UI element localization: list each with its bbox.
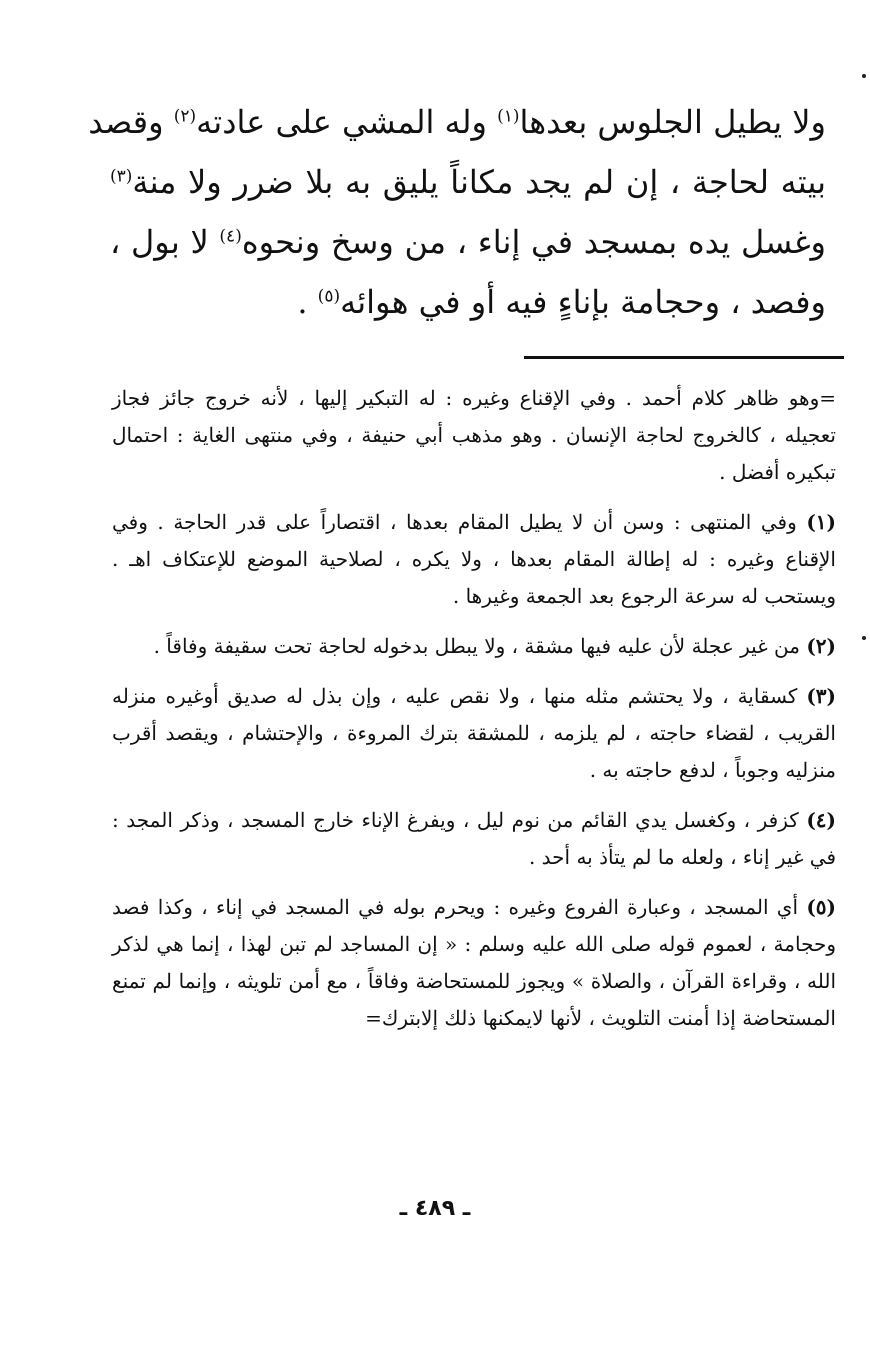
footnote-continuation-text: =وهو ظاهر كلام أحمد . وفي الإقناع وغيره : له التبكير إليها ، لأنه خروج جائز فجاز تعجيله ، كالخروج لحاجة الإنسان . وهو مذهب أبي حنيفة ، وفي منتهى الغاية : احتمال تبكيره أفضل . bbox=[112, 386, 836, 484]
footnote-4-text: كزفر ، وكغسل يدي القائم من نوم ليل ، ويفرغ الإناء خارج المسجد ، وذكر المجد : في غير إناء ، ولعله ما لم يتأذ به أحد . bbox=[112, 808, 836, 869]
main-line-4-text: وفصد ، وحجامة بإناءٍ فيه أو في هوائه bbox=[340, 283, 826, 321]
footnote-2 bbox=[112, 628, 836, 665]
footnote-5-text: أي المسجد ، وعبارة الفروع وغيره : ويحرم بوله في المسجد في إناء ، وكذا فصد وحجامة ، لعموم قوله صلى الله عليه وسلم : « إن المساجد لم تبن لهذا ، إنما هي لذكر الله ، وقراءة القرآن ، والصلاة » ويجوز للمستحاضة وفاقاً ، مع أمن تلويثه ، وإنما لم تمنع المستحاضة إذا أمنت التلويث ، لأنها لايمكنها ذلك إلابترك= bbox=[112, 895, 836, 1030]
footnote-1-text: وفي المنتهى : وسن أن لا يطيل المقام بعدها ، اقتصاراً على قدر الحاجة . وفي الإقناع وغيره : له إطالة المقام بعدها ، ولا يكره ، لصلاحية الموضع للإعتكاف اهـ . ويستحب له سرعة الرجوع بعد الجمعة وغيرها . bbox=[112, 510, 836, 608]
main-line-4-text-b: . bbox=[297, 283, 318, 321]
footnote-2-number: (٢) bbox=[806, 634, 836, 658]
main-line-1 bbox=[88, 92, 826, 152]
footnote-3 bbox=[112, 678, 836, 789]
main-line-1-text-b: وله المشي على عادته bbox=[196, 103, 498, 141]
footnotes-block bbox=[112, 380, 836, 1050]
main-line-2 bbox=[110, 152, 826, 212]
footnote-ref-5: (٥) bbox=[317, 286, 341, 307]
footnote-continuation bbox=[112, 380, 836, 491]
footnote-3-text: كسقاية ، ولا يحتشم مثله منها ، ولا نقص عليه ، وإن بذل له صديق أوغيره منزله القريب ، لقضاء حاجته ، لم يلزمه ، للمشقة بترك المروءة ، والإحتشام ، ويقصد أقرب منزليه وجوباً ، لدفع حاجته به . bbox=[112, 684, 836, 782]
footnote-2-text: من غير عجلة لأن عليه فيها مشقة ، ولا يبطل بدخوله لحاجة تحت سقيفة وفاقاً . bbox=[153, 634, 807, 658]
main-line-4 bbox=[110, 272, 826, 332]
main-line-3-text: وغسل يده بمسجد في إناء ، من وسخ ونحوه bbox=[241, 223, 827, 261]
main-line-1-text-c: وقصد bbox=[88, 103, 174, 141]
footnote-4-number: (٤) bbox=[806, 808, 836, 832]
footnote-4 bbox=[112, 802, 836, 876]
footnote-divider bbox=[524, 356, 844, 359]
footnote-ref-2: (٢) bbox=[173, 106, 197, 127]
footnote-3-number: (٣) bbox=[806, 684, 836, 708]
footnote-5 bbox=[112, 889, 836, 1037]
footnote-ref-4: (٤) bbox=[219, 226, 242, 247]
main-line-2-text: بيته لحاجة ، إن لم يجد مكاناً يليق به بلا ضرر ولا منة bbox=[132, 163, 826, 201]
page-number: ـ ٤٨٩ ـ bbox=[399, 1196, 471, 1221]
main-line-1-text: ولا يطيل الجلوس بعدها bbox=[519, 103, 826, 141]
main-text-block bbox=[88, 92, 827, 332]
footnote-1-number: (١) bbox=[806, 510, 836, 534]
footnote-ref-3: (٣) bbox=[110, 166, 133, 187]
footnote-5-number: (٥) bbox=[806, 895, 836, 919]
scan-speck bbox=[862, 74, 866, 78]
footnote-1 bbox=[112, 504, 836, 615]
main-line-3-text-b: لا بول ، bbox=[110, 223, 220, 261]
footnote-ref-1: (١) bbox=[497, 106, 520, 127]
main-line-3 bbox=[110, 212, 826, 272]
scan-speck bbox=[862, 636, 866, 640]
